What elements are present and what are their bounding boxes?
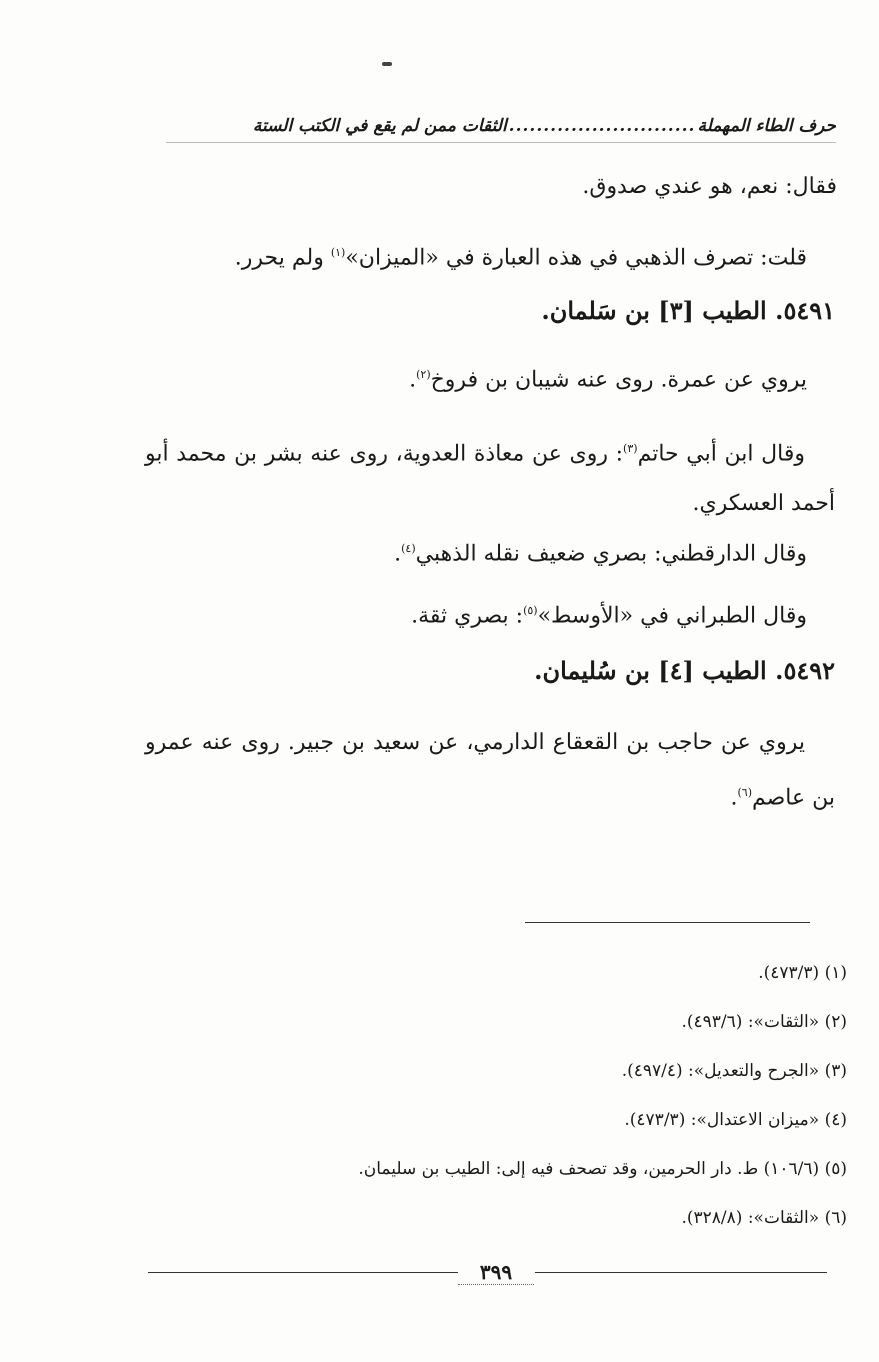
- text-line-2: قلت: تصرف الذهبي في هذه العبارة في «الميزان»$^{(١)}$ ولم يحرر.: [234, 245, 807, 271]
- footnote-2: (٢) «الثقات»: (٤٩٣/٦).: [681, 1012, 847, 1032]
- page-number: ٣٩٩: [458, 1260, 534, 1285]
- footnote-ref-5[interactable]: (٥): [523, 604, 538, 617]
- scan-speck: [382, 62, 392, 66]
- header-chapter: حرف الطاء المهملة...........................الثقات ممن لم يقع في الكتب الستة: [252, 116, 836, 136]
- footnotes: [207, 958, 847, 1252]
- entry-5492-para-1: يروي عن حاجب بن القعقاع الدارمي، عن سعيد بن جبير. روى عنه عمرو بن عاصم$^{(٦)}$.: [145, 730, 835, 811]
- entry-5491-para-1: يروي عن عمرة. روى عنه شيبان بن فروخ$^{(٢)}$.: [409, 367, 807, 393]
- footnote-ref-2[interactable]: (٢): [416, 368, 431, 381]
- footnote-4: (٤) «ميزان الاعتدال»: (٤٧٣/٣).: [624, 1110, 847, 1130]
- page-number-rule-left: [148, 1272, 458, 1273]
- footnote-3: (٣) «الجرح والتعديل»: (٤٩٧/٤).: [621, 1061, 847, 1081]
- footnote-1: (١) (٤٧٣/٣).: [758, 963, 847, 983]
- footnote-ref-6[interactable]: (٦): [737, 786, 752, 799]
- entry-title-5491: ٥٤٩١. الطيب [٣] بن سَلمان.: [541, 296, 835, 325]
- footnote-5: (٥) (١٠٦/٦) ط. دار الحرمين، وقد تصحف فيه إلى: الطيب بن سليمان.: [358, 1159, 847, 1179]
- running-header: [166, 116, 836, 143]
- footnote-ref-1[interactable]: (١): [330, 246, 346, 259]
- footnote-ref-3[interactable]: (٣): [623, 442, 638, 455]
- entry-5491-para-2: وقال ابن أبي حاتم$^{(٣)}$: روى عن معاذة العدوية، روى عنه بشر بن محمد أبو أحمد العسكري.: [145, 441, 835, 517]
- footnote-separator: [525, 922, 810, 923]
- entry-title-5492: ٥٤٩٢. الطيب [٤] بن سُليمان.: [534, 656, 835, 685]
- header-book: الثقات ممن لم يقع في الكتب الستة: [252, 116, 507, 136]
- entry-5491-para-4: وقال الطبراني في «الأوسط»$^{(٥)}$: بصري ثقة.: [411, 603, 807, 629]
- text-line-1: فقال: نعم، هو عندي صدوق.: [582, 174, 837, 199]
- page-number-rule-right: [535, 1272, 827, 1273]
- entry-5491-para-3: وقال الدارقطني: بصري ضعيف نقله الذهبي$^{(٤)}$.: [394, 541, 807, 567]
- footnote-6: (٦) «الثقات»: (٣٢٨/٨).: [681, 1208, 847, 1228]
- footnote-ref-4[interactable]: (٤): [401, 542, 416, 555]
- header-dots: ...........................: [508, 116, 696, 136]
